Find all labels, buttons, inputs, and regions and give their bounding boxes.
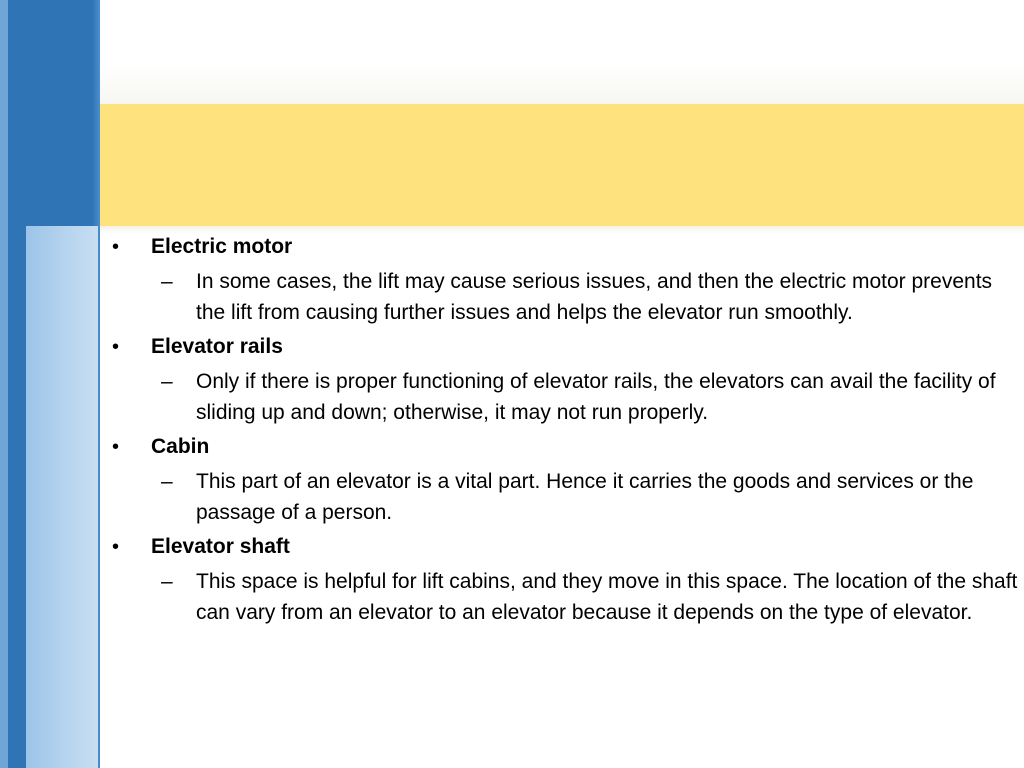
sidebar-light-bar: [26, 226, 98, 768]
item-detail: Only if there is proper functioning of elevator rails, the elevators can avail the facility of sliding up and down; otherwise, it may not run properly.: [196, 370, 996, 424]
dash-icon: –: [161, 470, 173, 493]
title-band: [100, 104, 1024, 226]
dash-icon: –: [161, 570, 173, 593]
dash-icon: –: [161, 270, 173, 293]
sub-item: [106, 566, 1018, 628]
sub-item: [106, 366, 1018, 428]
list-item: [106, 532, 1018, 562]
bullet-list: [106, 230, 1018, 632]
sidebar-edge-strip: [0, 0, 8, 768]
sub-item: [106, 266, 1018, 328]
item-heading: Electric motor: [151, 235, 293, 258]
item-heading: Elevator shaft: [151, 535, 290, 558]
list-item: [106, 232, 1018, 262]
list-item: [106, 432, 1018, 462]
dash-icon: –: [161, 370, 173, 393]
bullet-icon: •: [112, 536, 120, 558]
item-detail: This space is helpful for lift cabins, and they move in this space. The location of the shaft can vary from an elevator to an elevator because it depends on the type of elevator.: [196, 570, 1018, 624]
item-detail: This part of an elevator is a vital part. Hence it carries the goods and services or the passage of a person.: [196, 470, 974, 524]
bullet-icon: •: [112, 436, 120, 458]
bullet-icon: •: [112, 236, 120, 258]
item-detail: In some cases, the lift may cause serious issues, and then the electric motor prevents the lift from causing further issues and helps the elevator run smoothly.: [196, 270, 993, 324]
list-item: [106, 332, 1018, 362]
sub-item: [106, 466, 1018, 528]
header-area: [100, 0, 1024, 104]
item-heading: Elevator rails: [151, 335, 283, 358]
bullet-icon: •: [112, 336, 120, 358]
item-heading: Cabin: [151, 435, 210, 458]
